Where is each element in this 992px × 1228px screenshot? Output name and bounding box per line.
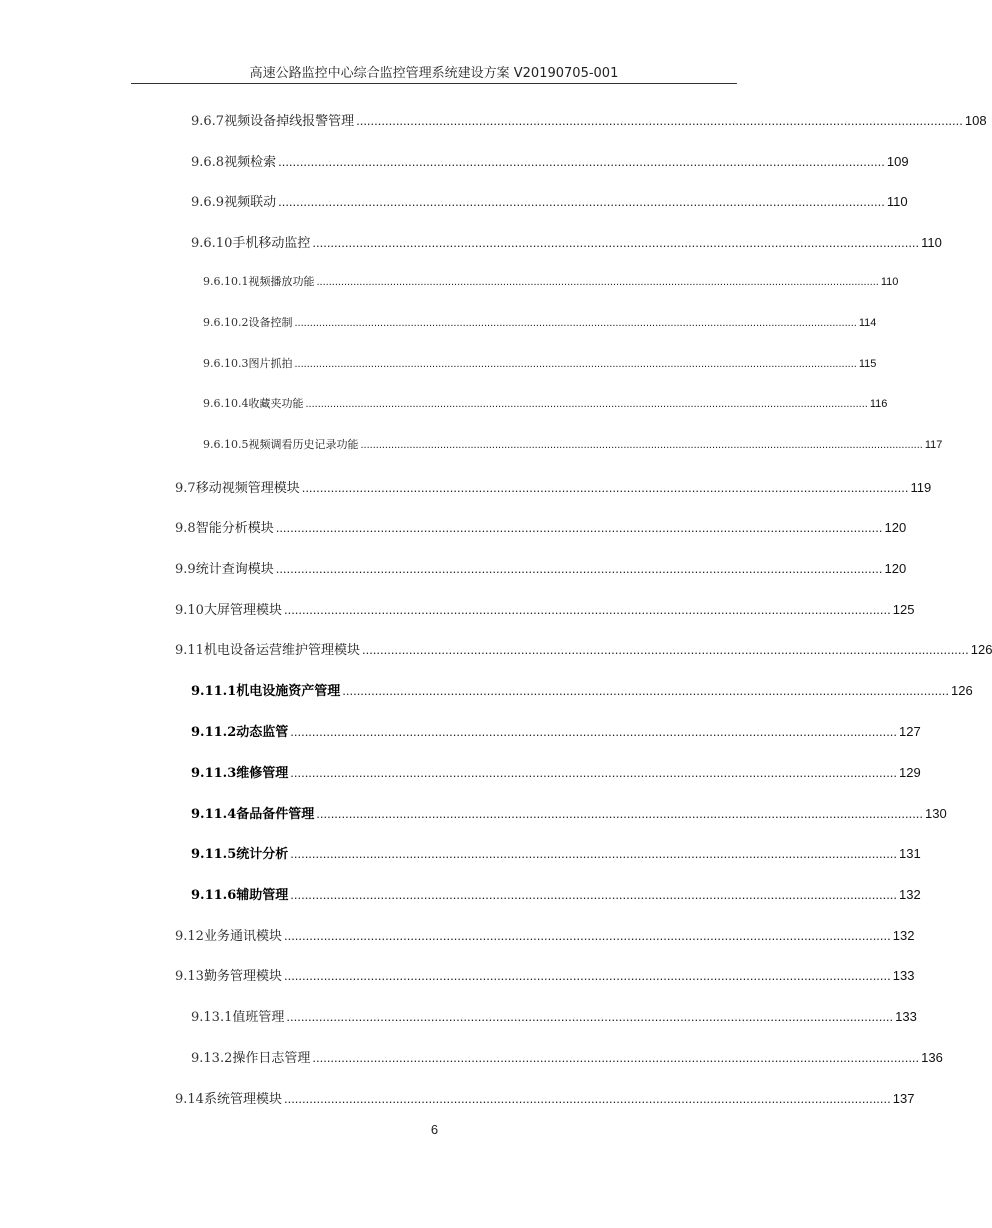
toc-entry[interactable]	[191, 1006, 917, 1025]
toc-entry-number: 9.6.8	[191, 155, 225, 170]
toc-entry-page: 132	[892, 928, 915, 943]
toc-dot-leader: ........................................................................................................................................................................	[361, 642, 969, 657]
toc-entry-title: 视频检索	[224, 155, 277, 170]
toc-entry[interactable]	[191, 843, 921, 862]
toc-entry-title: 机电设备运营维护管理模块	[203, 643, 360, 658]
toc-entry-page: 108	[964, 113, 987, 128]
toc-entry[interactable]	[203, 436, 943, 452]
toc-dot-leader: ........................................................................................................................................................................	[278, 194, 885, 209]
toc-entry-title: 业务通讯模块	[203, 929, 282, 944]
toc-entry-title: 动态监管	[236, 725, 289, 740]
toc-dot-leader: ........................................................................................................................................................................................	[360, 439, 923, 451]
toc-entry-number: 9.11.3	[191, 766, 237, 781]
toc-dot-leader: ........................................................................................................................................................................................	[305, 398, 868, 410]
toc-entry-number: 9.8	[175, 521, 196, 536]
toc-entry-page: 129	[899, 765, 921, 780]
toc-dot-leader: ........................................................................................................................................................................	[316, 806, 924, 821]
toc-dot-leader: ........................................................................................................................................................................	[290, 724, 898, 739]
page-number: 6	[430, 1122, 439, 1137]
toc-entry-page: 126	[951, 683, 973, 698]
toc-entry[interactable]	[191, 191, 908, 210]
toc-entry[interactable]	[175, 965, 915, 984]
toc-entry-page: 110	[921, 235, 942, 250]
toc-entry-title: 维修管理	[236, 766, 289, 781]
toc-entry-title: 大屏管理模块	[203, 603, 282, 618]
toc-entry-page: 116	[869, 398, 888, 410]
toc-entry-page: 115	[858, 358, 877, 370]
toc-entry-title: 操作日志管理	[232, 1051, 311, 1066]
toc-entry-number: 9.11.5	[191, 847, 237, 862]
toc-entry[interactable]	[191, 721, 921, 740]
toc-entry-title: 视频联动	[224, 195, 277, 210]
toc-entry-number: 9.11.6	[191, 888, 237, 903]
toc-entry-page: 114	[858, 317, 877, 329]
toc-entry-page: 110	[886, 194, 908, 209]
toc-entry-title: 视频播放功能	[248, 275, 315, 288]
toc-dot-leader: ........................................................................................................................................................................	[301, 480, 909, 495]
toc-entry-title: 勤务管理模块	[203, 969, 282, 984]
toc-entry[interactable]	[191, 762, 921, 781]
toc-entry[interactable]	[175, 925, 915, 944]
toc-entry[interactable]	[191, 1047, 943, 1066]
toc-entry-page: 136	[921, 1050, 943, 1065]
toc-entry-title: 值班管理	[232, 1010, 285, 1025]
toc-dot-leader: ........................................................................................................................................................................	[283, 602, 891, 617]
toc-entry-title: 移动视频管理模块	[195, 481, 300, 496]
toc-entry-page: 109	[886, 154, 909, 169]
header-rule	[131, 83, 737, 84]
toc-entry[interactable]	[191, 151, 909, 170]
toc-entry[interactable]	[175, 599, 915, 618]
toc-entry-title: 统计查询模块	[195, 562, 274, 577]
toc-entry-page: 133	[895, 1009, 917, 1024]
toc-entry-number: 9.7	[175, 481, 196, 496]
toc-entry[interactable]	[203, 273, 899, 289]
toc-entry-page: 110	[880, 276, 899, 288]
toc-entry-page: 125	[892, 602, 915, 617]
toc-entry[interactable]	[191, 803, 947, 822]
toc-entry-page: 137	[892, 1091, 915, 1106]
toc-entry-number: 9.9	[175, 562, 196, 577]
toc-entry-title: 视频调看历史记录功能	[248, 438, 359, 451]
toc-entry-title: 设备控制	[248, 316, 293, 329]
toc-entry-number: 9.6.10.1	[203, 275, 249, 288]
toc-dot-leader: ........................................................................................................................................................................	[356, 113, 963, 128]
toc-entry[interactable]	[175, 639, 992, 658]
toc-dot-leader: ........................................................................................................................................................................	[283, 968, 891, 983]
toc-dot-leader: ........................................................................................................................................................................	[275, 520, 883, 535]
page-header-title: 高速公路监控中心综合监控管理系统建设方案 V20190705-001	[249, 66, 619, 81]
toc-entry[interactable]	[175, 517, 907, 536]
toc-entry-title: 图片抓拍	[248, 357, 293, 370]
toc-entry-title: 系统管理模块	[203, 1092, 282, 1107]
toc-entry-number: 9.11.4	[191, 807, 237, 822]
toc-entry-title: 收藏夹功能	[248, 397, 304, 410]
toc-entry-title: 辅助管理	[236, 888, 289, 903]
toc-entry[interactable]	[175, 1088, 915, 1107]
toc-dot-leader: ........................................................................................................................................................................................	[294, 358, 857, 370]
toc-entry-number: 9.6.9	[191, 195, 225, 210]
toc-entry[interactable]	[203, 314, 877, 330]
toc-entry-page: 119	[910, 480, 932, 495]
toc-entry-page: 120	[884, 561, 907, 576]
toc-dot-leader: ........................................................................................................................................................................	[290, 765, 898, 780]
toc-dot-leader: ........................................................................................................................................................................	[283, 1091, 891, 1106]
toc-entry[interactable]	[203, 355, 877, 371]
toc-entry-title: 备品备件管理	[236, 807, 315, 822]
toc-entry-title: 手机移动监控	[232, 236, 311, 251]
toc-dot-leader: ........................................................................................................................................................................	[290, 846, 898, 861]
toc-entry-number: 9.6.7	[191, 114, 225, 129]
toc-entry-number: 9.13	[175, 969, 204, 984]
toc-entry-title: 统计分析	[236, 847, 289, 862]
toc-entry-number: 9.6.10.3	[203, 357, 249, 370]
toc-entry-page: 127	[899, 724, 921, 739]
toc-entry-page: 130	[925, 806, 947, 821]
toc-dot-leader: ........................................................................................................................................................................	[275, 561, 883, 576]
toc-entry-number: 9.11.1	[191, 684, 237, 699]
toc-entry[interactable]	[175, 558, 907, 577]
toc-entry[interactable]	[191, 232, 942, 251]
toc-entry-number: 9.13.2	[191, 1051, 233, 1066]
toc-entry-number: 9.12	[175, 929, 204, 944]
toc-dot-leader: ........................................................................................................................................................................	[290, 887, 898, 902]
toc-entry-number: 9.6.10.4	[203, 397, 249, 410]
toc-entry-number: 9.14	[175, 1092, 204, 1107]
toc-entry-number: 9.10	[175, 603, 204, 618]
toc-entry[interactable]	[175, 477, 932, 496]
toc-dot-leader: ........................................................................................................................................................................	[283, 928, 891, 943]
toc-entry-page: 120	[884, 520, 907, 535]
toc-entry-number: 9.6.10.2	[203, 316, 249, 329]
toc-entry[interactable]	[191, 884, 921, 903]
toc-dot-leader: ........................................................................................................................................................................................	[316, 276, 879, 288]
toc-entry-number: 9.13.1	[191, 1010, 233, 1025]
toc-entry-page: 132	[899, 887, 921, 902]
toc-entry-page: 117	[924, 439, 943, 451]
toc-entry[interactable]	[191, 110, 987, 129]
toc-entry[interactable]	[191, 680, 973, 699]
toc-entry-page: 131	[899, 846, 921, 861]
toc-entry[interactable]	[203, 395, 888, 411]
toc-entry-page: 133	[892, 968, 915, 983]
toc-entry-number: 9.6.10	[191, 236, 233, 251]
toc-entry-title: 智能分析模块	[195, 521, 274, 536]
toc-entry-number: 9.6.10.5	[203, 438, 249, 451]
toc-dot-leader: ........................................................................................................................................................................	[278, 154, 885, 169]
toc-dot-leader: ........................................................................................................................................................................	[312, 1050, 920, 1065]
toc-entry-number: 9.11.2	[191, 725, 237, 740]
toc-entry-number: 9.11	[175, 643, 204, 658]
toc-entry-page: 126	[970, 642, 992, 657]
toc-dot-leader: ........................................................................................................................................................................................	[294, 317, 857, 329]
toc-entry-title: 视频设备掉线报警管理	[224, 114, 355, 129]
toc-dot-leader: ........................................................................................................................................................................	[286, 1009, 894, 1024]
toc-entry-title: 机电设施资产管理	[236, 684, 341, 699]
toc-dot-leader: ........................................................................................................................................................................	[342, 683, 950, 698]
toc-dot-leader: ........................................................................................................................................................................	[312, 235, 920, 250]
